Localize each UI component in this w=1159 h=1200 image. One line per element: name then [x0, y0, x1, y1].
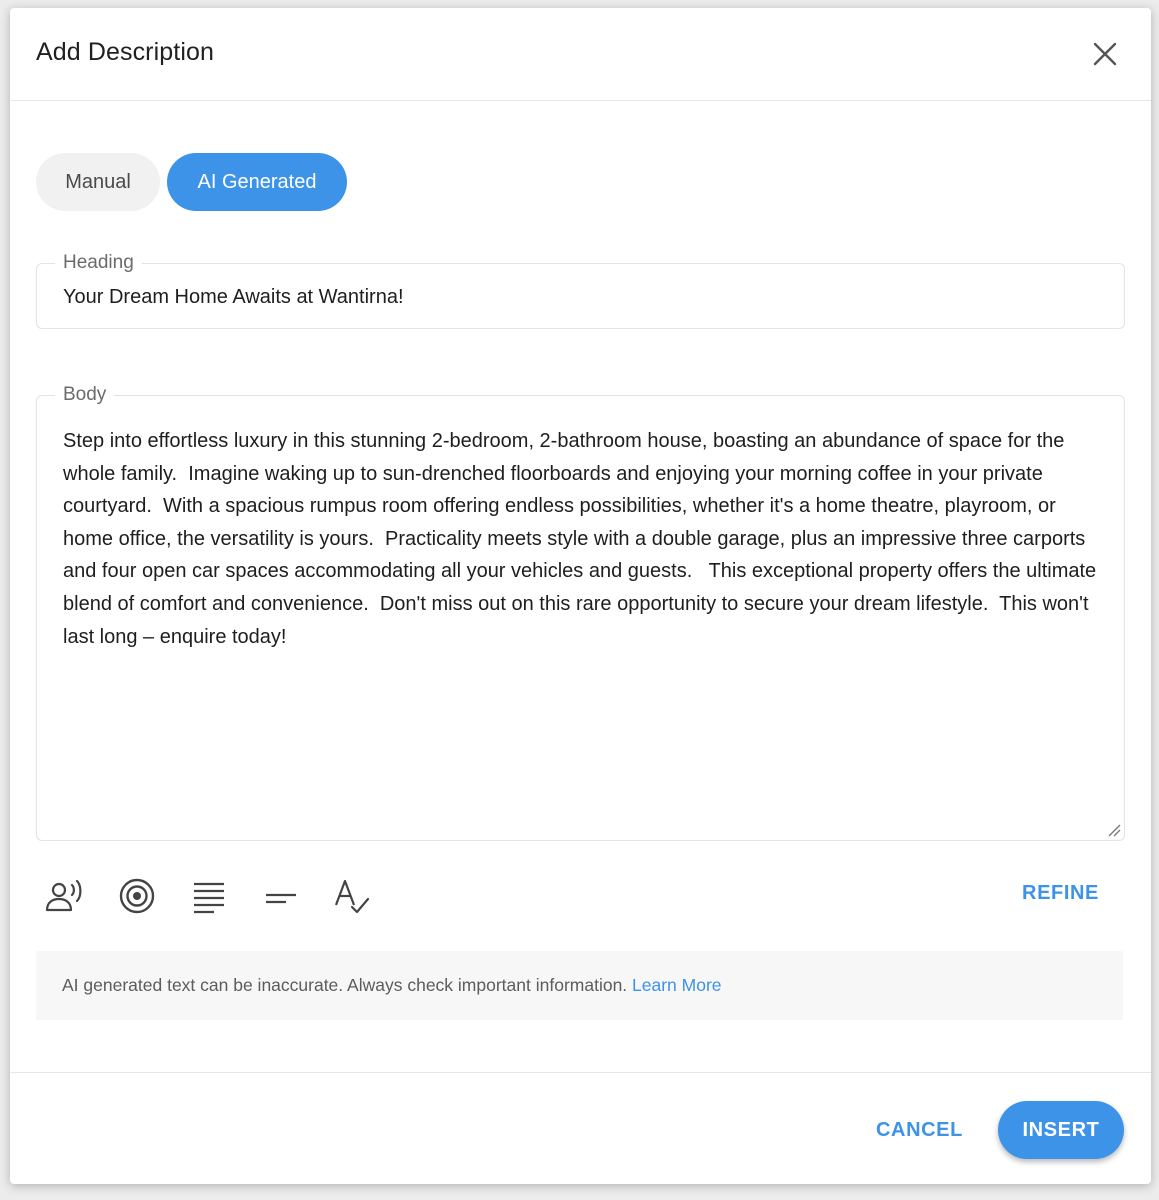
paragraph-length-button[interactable]: [188, 875, 230, 917]
resize-handle[interactable]: [1107, 823, 1121, 837]
spellcheck-icon: [332, 875, 374, 917]
heading-input[interactable]: Your Dream Home Awaits at Wantirna!: [63, 286, 404, 308]
notice-text-container: [62, 975, 722, 996]
disclaimer-text: AI generated text can be inaccurate. Always check important information.: [62, 975, 633, 995]
spellcheck-button[interactable]: [332, 875, 374, 917]
ai-disclaimer-notice: [36, 951, 1123, 1020]
heading-field[interactable]: [36, 252, 1125, 329]
target-button[interactable]: [116, 875, 158, 917]
target-icon: [116, 875, 158, 917]
dialog-footer: [10, 1072, 1151, 1184]
learn-more-link[interactable]: Learn More: [632, 975, 722, 995]
refine-button[interactable]: REFINE: [1022, 882, 1099, 904]
body-label: Body: [55, 384, 114, 406]
resize-grip-icon: [1107, 823, 1121, 837]
paragraph-length-icon: [188, 875, 230, 917]
cancel-button[interactable]: CANCEL: [876, 1119, 963, 1141]
shorten-button[interactable]: [260, 875, 302, 917]
voice-tone-button[interactable]: [42, 875, 84, 917]
voice-tone-icon: [42, 875, 84, 917]
ai-generated-toggle-button[interactable]: AI Generated: [167, 153, 347, 211]
close-icon: [1091, 40, 1119, 68]
manual-toggle-button[interactable]: Manual: [36, 153, 160, 211]
dialog-title: Add Description: [36, 38, 214, 66]
shorten-icon: [260, 875, 302, 917]
add-description-dialog: [10, 8, 1151, 1184]
insert-button[interactable]: INSERT: [998, 1101, 1124, 1159]
heading-label: Heading: [55, 252, 142, 274]
dialog-header: [10, 8, 1151, 101]
body-textarea[interactable]: Step into effortless luxury in this stunning 2-bedroom, 2-bathroom house, boasting an abundance of space for the whole family. Imagine waking up to sun-drenched floorboards and enjoying your morning coffee in your private courtyard. With a spacious rumpus room offering endless possibilities, whether it's a home theatre, playroom, or home office, the versatility is yours. Practicality meets style with a double garage, plus an impressive three carports and four open car spaces accommodating all your vehicles and guests. This exceptional property offers the ultimate blend of comfort and convenience. Don't miss out on this rare opportunity to secure your dream lifestyle. This won't last long – enquire today!: [63, 430, 1102, 648]
body-field[interactable]: [36, 384, 1125, 841]
close-button[interactable]: [1091, 40, 1119, 68]
